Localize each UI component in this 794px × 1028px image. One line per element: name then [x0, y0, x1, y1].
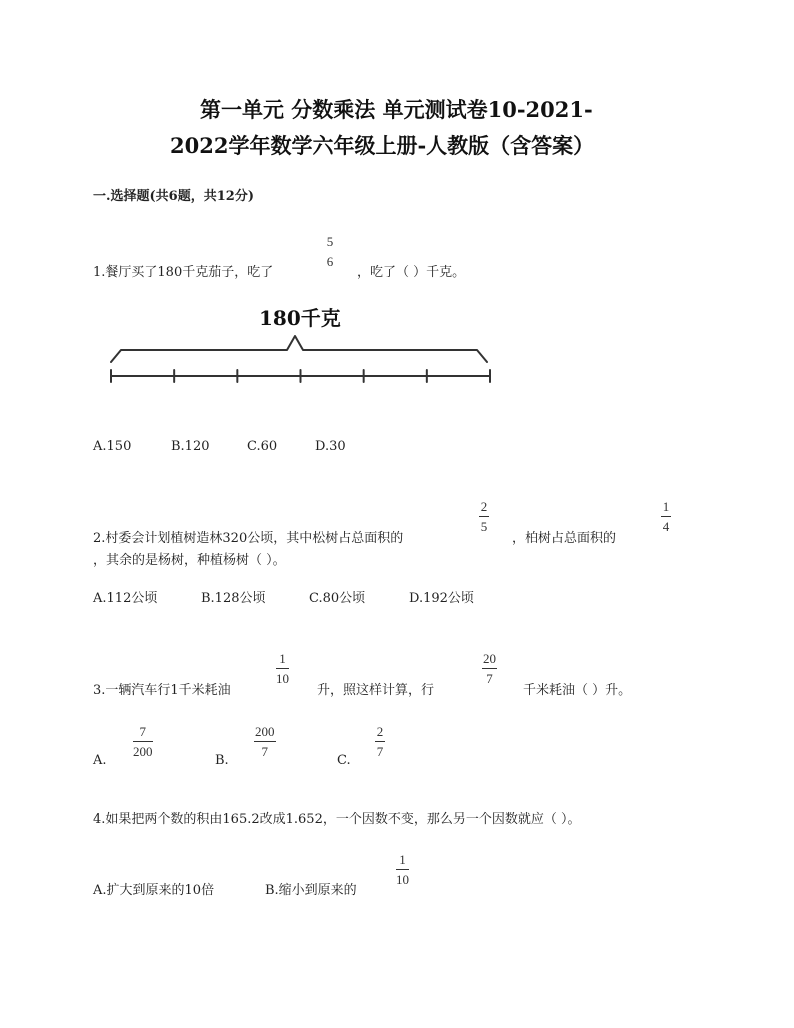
q2-option-b[interactable]: B.128公顷: [201, 591, 266, 606]
question-1-fraction: [325, 235, 335, 268]
question-2-text-c: ，其余的是杨树，种植杨树（ ）。: [93, 553, 286, 568]
q3-option-a-label[interactable]: A.: [93, 753, 107, 768]
brace: [111, 336, 487, 362]
fraction-denominator: 4: [662, 519, 670, 534]
question-3-text-c: 千米耗油（ ）升。: [523, 683, 632, 698]
q1-option-b[interactable]: B.120: [171, 439, 210, 454]
question-1-text-a: 1.餐厅买了180千克茄子，吃了: [93, 265, 274, 280]
q1-option-c[interactable]: C.60: [247, 439, 278, 454]
q4-option-b[interactable]: B.缩小到原来的: [265, 883, 357, 898]
question-1-text-b: ，吃了（ ）千克。: [357, 265, 466, 280]
fraction-numerator: 2: [376, 724, 384, 739]
page-title-line-2: 2022学年数学六年级上册-人教版（含答案）: [170, 133, 595, 158]
page-title-line-1: 第一单元 分数乘法 单元测试卷10-2021-: [200, 97, 593, 122]
question-4-text: 4.如果把两个数的积由165.2改成1.652，一个因数不变，那么另一个因数就应（ ）。: [93, 812, 581, 827]
question-3-text-a: 3.一辆汽车行1千米耗油: [93, 683, 231, 698]
question-3-fraction-2: [482, 652, 497, 685]
q4-option-a[interactable]: A.扩大到原来的10倍: [93, 883, 215, 898]
q1-option-d[interactable]: D.30: [315, 439, 346, 454]
question-2-text-b: ，柏树占总面积的: [512, 531, 617, 546]
fraction-numerator: 200: [255, 724, 275, 739]
fraction-denominator: 5: [480, 519, 488, 534]
q3-option-c-label[interactable]: C.: [337, 753, 351, 768]
q1-option-a[interactable]: A.150: [93, 439, 132, 454]
fraction-denominator: 7: [486, 671, 493, 686]
q2-option-a[interactable]: A.112公顷: [93, 591, 158, 606]
q4-option-b-fraction: [396, 853, 409, 886]
q3-option-b-label[interactable]: B.: [215, 753, 229, 768]
question-2-fraction-1: [479, 500, 489, 533]
fraction-denominator: 7: [376, 744, 384, 759]
q2-option-d[interactable]: D.192公顷: [409, 591, 474, 606]
section-heading: 一.选择题(共6题，共12分): [93, 189, 254, 204]
q2-option-c[interactable]: C.80公顷: [309, 591, 366, 606]
segment-diagram: [105, 330, 500, 390]
fraction-numerator: 1: [662, 499, 670, 514]
fraction-numerator: 20: [483, 651, 496, 666]
fraction-denominator: 10: [276, 671, 289, 686]
fraction-denominator: 7: [261, 744, 268, 759]
question-2-fraction-2: [661, 500, 671, 533]
fraction-denominator: 6: [326, 254, 334, 269]
question-3-text-b: 升，照这样计算，行: [317, 683, 435, 698]
q3-option-b-fraction: [254, 725, 276, 758]
fraction-numerator: 1: [399, 852, 406, 867]
fraction-numerator: 7: [139, 724, 146, 739]
question-3-fraction-1: [276, 652, 289, 685]
fraction-denominator: 10: [396, 872, 409, 887]
fraction-numerator: 1: [279, 651, 286, 666]
fraction-denominator: 200: [133, 744, 153, 759]
q3-option-a-fraction: [133, 725, 153, 758]
question-2-text-a: 2.村委会计划植树造林320公顷，其中松树占总面积的: [93, 531, 404, 546]
fraction-numerator: 5: [326, 234, 334, 249]
fraction-numerator: 2: [480, 499, 488, 514]
figure-label: 180千克: [259, 306, 341, 330]
q3-option-c-fraction: [375, 725, 385, 758]
